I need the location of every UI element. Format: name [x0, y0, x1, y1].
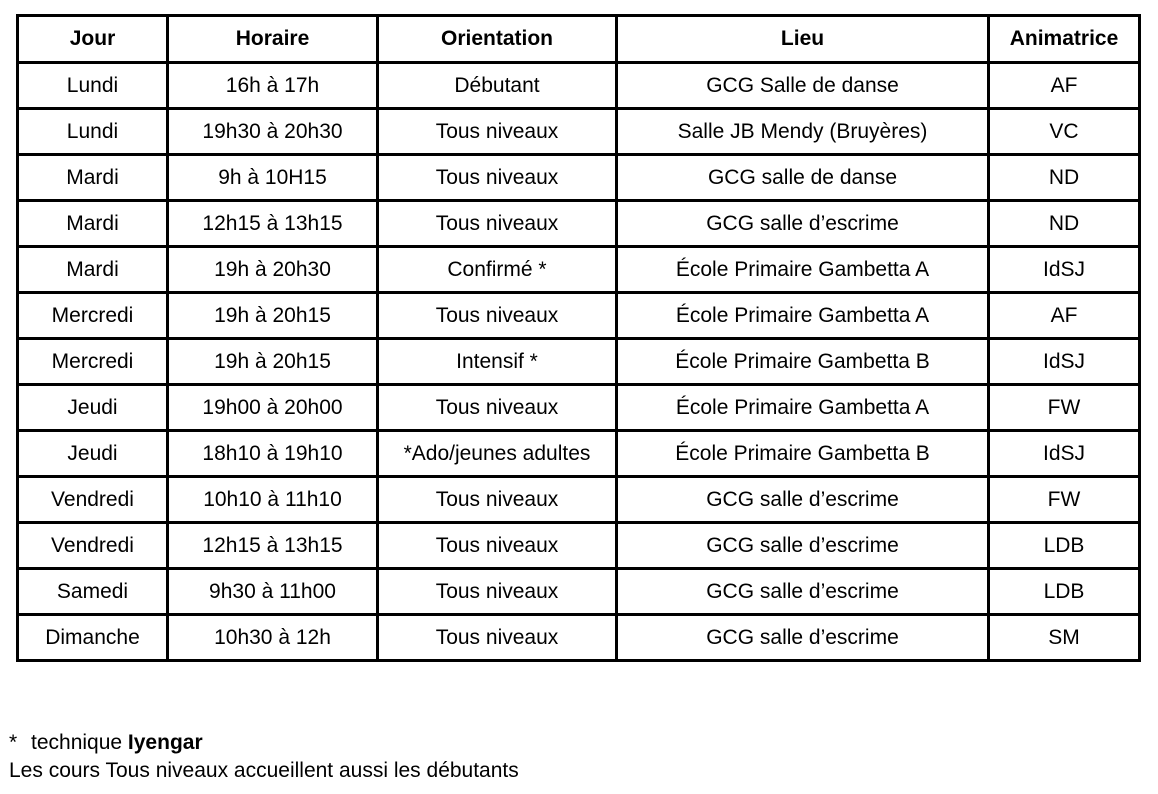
cell-horaire: 9h à 10H15: [168, 155, 378, 201]
cell-jour: Jeudi: [18, 431, 168, 477]
cell-horaire: 19h00 à 20h00: [168, 385, 378, 431]
cell-horaire: 18h10 à 19h10: [168, 431, 378, 477]
cell-orientation: *Ado/jeunes adultes: [378, 431, 617, 477]
cell-orientation: Intensif *: [378, 339, 617, 385]
cell-lieu: GCG salle de danse: [617, 155, 989, 201]
cell-lieu: GCG salle d’escrime: [617, 569, 989, 615]
table-row: [18, 201, 1140, 247]
table-row: [18, 569, 1140, 615]
cell-animatrice: LDB: [989, 569, 1140, 615]
cell-lieu: Salle JB Mendy (Bruyères): [617, 109, 989, 155]
cell-animatrice: SM: [989, 615, 1140, 661]
schedule-body: [18, 63, 1140, 661]
cell-animatrice: IdSJ: [989, 431, 1140, 477]
cell-horaire: 12h15 à 13h15: [168, 523, 378, 569]
cell-orientation: Tous niveaux: [378, 201, 617, 247]
table-row: [18, 293, 1140, 339]
cell-lieu: GCG salle d’escrime: [617, 615, 989, 661]
cell-horaire: 16h à 17h: [168, 63, 378, 109]
cell-jour: Mardi: [18, 247, 168, 293]
cell-lieu: École Primaire Gambetta A: [617, 247, 989, 293]
cell-orientation: Confirmé *: [378, 247, 617, 293]
header-animatrice: Animatrice: [989, 16, 1140, 63]
cell-horaire: 12h15 à 13h15: [168, 201, 378, 247]
header-orientation: Orientation: [378, 16, 617, 63]
cell-jour: Vendredi: [18, 477, 168, 523]
table-row: [18, 339, 1140, 385]
cell-animatrice: AF: [989, 63, 1140, 109]
footnote-technique-prefix: technique: [31, 731, 123, 754]
table-row: [18, 523, 1140, 569]
cell-jour: Mardi: [18, 155, 168, 201]
table-row: [18, 155, 1140, 201]
cell-animatrice: LDB: [989, 523, 1140, 569]
cell-orientation: Tous niveaux: [378, 385, 617, 431]
cell-jour: Samedi: [18, 569, 168, 615]
cell-horaire: 10h30 à 12h: [168, 615, 378, 661]
cell-jour: Lundi: [18, 63, 168, 109]
schedule-table: [16, 14, 1141, 662]
table-row: [18, 63, 1140, 109]
cell-animatrice: VC: [989, 109, 1140, 155]
cell-orientation: Tous niveaux: [378, 293, 617, 339]
header-row: [18, 16, 1140, 63]
cell-orientation: Tous niveaux: [378, 615, 617, 661]
cell-horaire: 9h30 à 11h00: [168, 569, 378, 615]
footnote-note: Les cours Tous niveaux accueillent aussi les débutants: [9, 759, 519, 782]
cell-jour: Jeudi: [18, 385, 168, 431]
header-jour: Jour: [18, 16, 168, 63]
footnote-star: *: [9, 731, 18, 754]
table-row: [18, 615, 1140, 661]
cell-orientation: Tous niveaux: [378, 569, 617, 615]
cell-jour: Mercredi: [18, 339, 168, 385]
table-row: [18, 109, 1140, 155]
cell-lieu: GCG Salle de danse: [617, 63, 989, 109]
cell-animatrice: AF: [989, 293, 1140, 339]
table-row: [18, 247, 1140, 293]
cell-horaire: 10h10 à 11h10: [168, 477, 378, 523]
cell-jour: Mardi: [18, 201, 168, 247]
cell-lieu: École Primaire Gambetta B: [617, 431, 989, 477]
cell-lieu: École Primaire Gambetta A: [617, 293, 989, 339]
cell-orientation: Tous niveaux: [378, 523, 617, 569]
cell-orientation: Tous niveaux: [378, 477, 617, 523]
cell-jour: Vendredi: [18, 523, 168, 569]
cell-lieu: GCG salle d’escrime: [617, 523, 989, 569]
cell-animatrice: ND: [989, 201, 1140, 247]
cell-orientation: Débutant: [378, 63, 617, 109]
cell-horaire: 19h à 20h15: [168, 293, 378, 339]
cell-horaire: 19h à 20h15: [168, 339, 378, 385]
cell-animatrice: FW: [989, 477, 1140, 523]
cell-lieu: École Primaire Gambetta A: [617, 385, 989, 431]
cell-jour: Lundi: [18, 109, 168, 155]
footnote-technique-name: Iyengar: [127, 731, 203, 754]
cell-lieu: GCG salle d’escrime: [617, 477, 989, 523]
cell-horaire: 19h à 20h30: [168, 247, 378, 293]
footnotes: [9, 729, 519, 785]
header-lieu: Lieu: [617, 16, 989, 63]
cell-animatrice: FW: [989, 385, 1140, 431]
header-horaire: Horaire: [168, 16, 378, 63]
table-row: [18, 385, 1140, 431]
cell-animatrice: ND: [989, 155, 1140, 201]
cell-jour: Dimanche: [18, 615, 168, 661]
table-row: [18, 431, 1140, 477]
cell-orientation: Tous niveaux: [378, 155, 617, 201]
cell-animatrice: IdSJ: [989, 339, 1140, 385]
footnote-technique: [9, 729, 519, 757]
table-row: [18, 477, 1140, 523]
cell-horaire: 19h30 à 20h30: [168, 109, 378, 155]
cell-lieu: GCG salle d’escrime: [617, 201, 989, 247]
cell-animatrice: IdSJ: [989, 247, 1140, 293]
cell-lieu: École Primaire Gambetta B: [617, 339, 989, 385]
cell-jour: Mercredi: [18, 293, 168, 339]
cell-orientation: Tous niveaux: [378, 109, 617, 155]
